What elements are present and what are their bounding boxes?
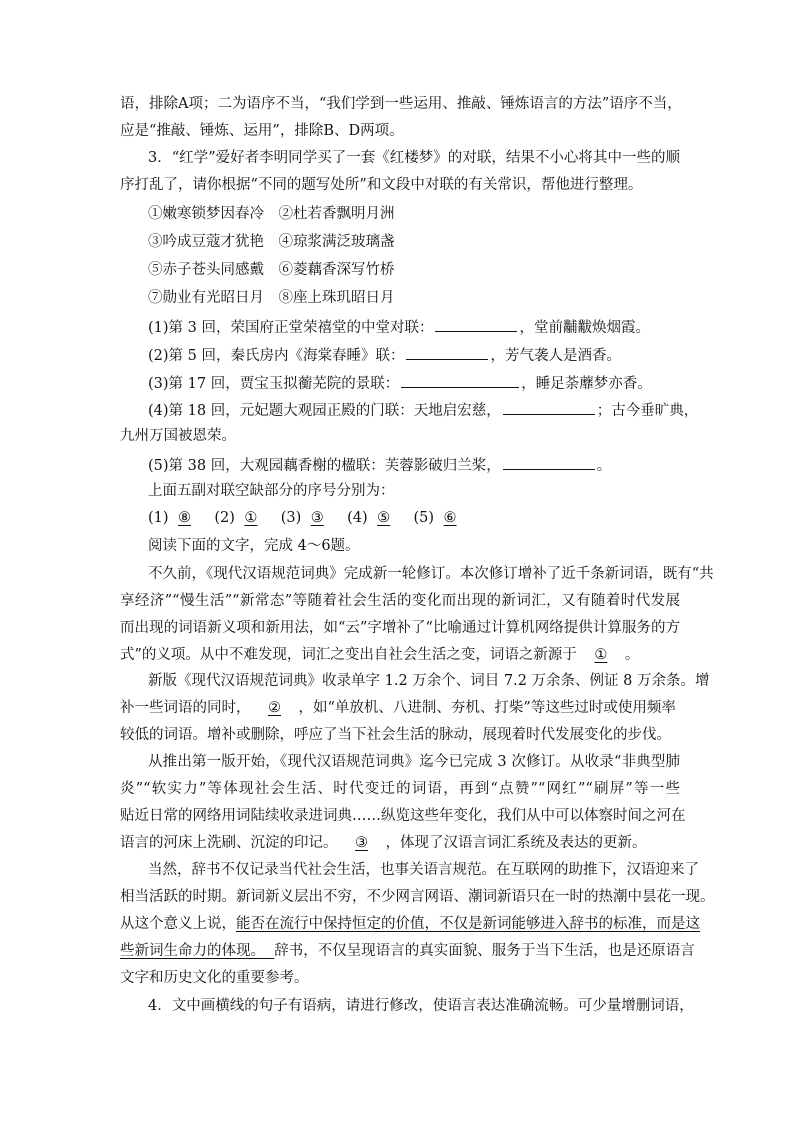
text-line: 应是“推敲、锤炼、运用”，排除B、D两项。 (120, 123, 404, 139)
answer-value: ⑥ (443, 510, 457, 526)
question-3-stem (148, 145, 680, 171)
subquestion-text: ，芳气袭人是酒香。 (490, 348, 621, 364)
answer-value: ③ (310, 510, 324, 526)
passage-line (120, 830, 680, 856)
underlined-sentence: 些新词生命力的体现。 (120, 943, 265, 959)
passage-line (120, 642, 680, 668)
passage-line (120, 695, 680, 721)
answer-blank[interactable] (503, 451, 595, 470)
passage-line (148, 668, 710, 694)
answer-intro: 上面五副对联空缺部分的序号分别为： (148, 483, 395, 499)
text-segment: 式”的义项。从中不难发现，词汇之变出自社会生活之变，词语之新源于 (120, 647, 577, 663)
passage-blank[interactable]: ③ (355, 835, 368, 851)
answer-value: ⑤ (377, 510, 391, 526)
text-line: 新版《现代汉语规范词典》收录单字 1.2 万余个、词目 7.2 万余条、例证 8 万余条。增 (148, 673, 710, 689)
answer-blank[interactable] (406, 341, 488, 360)
text-line: 不久前，《现代汉语规范词典》完成新一轮修订。本次修订增补了近千条新词语，既有“共 (148, 566, 714, 582)
subquestion-2 (148, 341, 708, 367)
answer-label: (4) (347, 510, 368, 526)
answer-value: ① (244, 510, 258, 526)
passage-line (120, 938, 695, 964)
text-line: 4．文中画横线的句子有语病，请进行修改，使语言表达准确流畅。可少量增删词语， (148, 998, 694, 1014)
answer-label: (2) (214, 510, 235, 526)
text-segment: 语言的河床上洗刷、沉淀的印记。 (120, 835, 338, 851)
subquestion-1 (148, 313, 708, 339)
couplet-row: ⑤赤子苍头同感戴 ⑥菱藕香深写竹桥 (148, 262, 395, 278)
subquestion-text: ；古今垂旷典， (596, 403, 699, 419)
passage-line (120, 911, 700, 937)
text-line: 语，排除A项；二为语序不当，“我们学到一些运用、推敲、锤炼语言的方法”语序不当， (120, 96, 682, 112)
passage-line (148, 561, 714, 587)
passage-line (148, 749, 680, 775)
text-segment: ，体现了汉语言词汇系统及表达的更新。 (385, 835, 647, 851)
passage-line: 贴近日常的网络用词陆续收录进词典……纵览这些年变化，我们从中可以体察时间之河在 (120, 808, 686, 824)
subquestion-text: (2)第 5 回，秦氏房内《海棠春睡》联： (148, 348, 405, 364)
subquestion-text: (1)第 3 回，荣国府正堂荣禧堂的中堂对联： (148, 320, 434, 336)
reading-instruction: 阅读下面的文字，完成 4～6题。 (148, 538, 360, 554)
text-line: 3．“红学”爱好者李明同学买了一套《红楼梦》的对联，结果不小心将其中一些的顺 (148, 150, 680, 166)
text-line: 从推出第一版开始，《现代汉语规范词典》迄今已完成 3 次修订。从收录“非典型肺 (148, 754, 680, 770)
subquestion-text: ，堂前黼黻焕烟霞。 (519, 320, 650, 336)
answer-label: (3) (280, 510, 302, 526)
text-segment: 补一些词语的同时， (120, 700, 251, 716)
subquestion-text: (5)第 38 回，大观园藕香榭的楹联：芙蓉影破归兰桨， (148, 458, 501, 474)
couplet-row: ①嫩寒锁梦因春冷 ②杜若香飘明月洲 (148, 206, 395, 222)
couplet-row: ③吟成豆蔻才犹艳 ④琼浆满泛玻璃盏 (148, 234, 395, 250)
text-segment: 。 (624, 647, 640, 663)
passage-blank[interactable]: ① (594, 647, 608, 663)
passage-line: 文字和历史文化的重要参考。 (120, 970, 309, 986)
answer-blank[interactable] (435, 313, 517, 332)
passage-line (148, 857, 699, 883)
text-line: 九州万国被恩荣。 (120, 428, 236, 444)
passage-blank[interactable]: ② (268, 700, 281, 716)
text-line: 当然，辞书不仅记录当代社会生活，也事关语言规范。在互联网的助推下，汉语迎来了 (148, 862, 699, 878)
subquestion-text: (4)第 18 回，元妃题大观园正殿的门联：天地启宏慈， (148, 403, 501, 419)
underlined-sentence: 能否在流行中保持恒定的价值，不仅是新词能够进入辞书的标准，而是这 (236, 916, 700, 932)
passage-line: 较低的词语。增补或删除，呼应了当下社会生活的脉动，展现着时代发展变化的步伐。 (120, 727, 671, 743)
text-segment: ，如“单放机、八进制、夯机、打柴”等这些过时或使用频率 (298, 700, 676, 716)
subquestion-text: ，睡足荼蘼梦亦香。 (521, 376, 652, 392)
couplet-row: ⑦勋业有光昭日月 ⑧座上珠玑昭日月 (148, 290, 395, 306)
answer-blank[interactable] (401, 369, 519, 388)
subquestion-5 (148, 451, 708, 477)
passage-line: 炎”“软实力”等体现社会生活、时代变迁的词语，再到“点赞”“网红”“刷屏”等一些 (120, 781, 680, 797)
text-line: 序打乱了，请你根据“不同的题写处所”和文段中对联的有关常识，帮他进行整理。 (120, 177, 643, 193)
passage-line: 相当活跃的时期。新词新义层出不穷，不少网言网语、潮词新语只在一时的热潮中昙花一现。 (120, 889, 715, 905)
subquestion-text: 。 (596, 458, 612, 474)
answer-label: (5) (413, 510, 435, 526)
answer-value: ⑧ (178, 510, 192, 526)
subquestion-text: (3)第 17 回，贾宝玉拟蘅芜院的景联： (148, 376, 400, 392)
text-segment: 辞书，不仅呈现语言的真实面貌、服务于当下生活，也是还原语言 (274, 943, 695, 959)
question-4-stem (148, 993, 694, 1019)
text-segment: 从这个意义上说， (120, 916, 236, 932)
subquestion-3 (148, 369, 708, 395)
passage-line: 享经济”“慢生活”“新常态”等随着社会生活的变化而出现的新词汇，又有随着时代发展 (120, 593, 680, 609)
answer-blank[interactable] (503, 396, 595, 415)
subquestion-4 (148, 396, 708, 422)
answer-row (148, 505, 708, 531)
answer-label: (1) (148, 510, 169, 526)
passage-line: 而出现的词语新义项和新用法，如“云”字增补了“比喻通过计算机网络提供计算服务的方 (120, 620, 680, 636)
